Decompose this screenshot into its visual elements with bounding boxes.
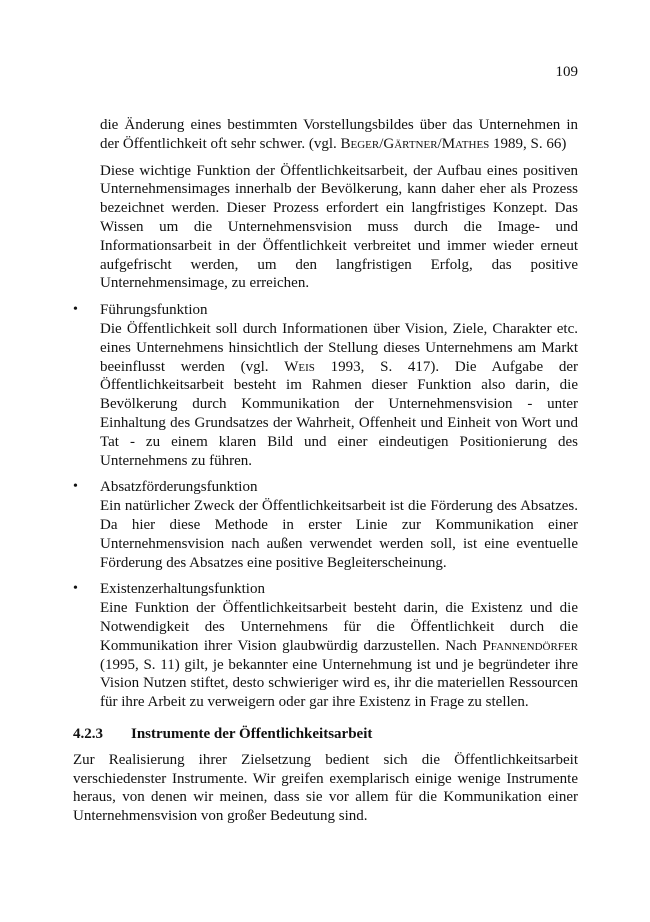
intro-paragraph-continued [100,116,578,154]
section-number: 4.2.3 [73,725,103,742]
page-content [73,116,578,826]
bullet-icon: • [73,581,78,597]
citation-author: Pfannendörfer [482,637,578,654]
bullet-text-b: (1995, S. 11) gilt, je bekannter eine Unternehmung ist und je begründeter ihre Vision Nutzen stiftet, desto schwieriger wird es, ihr die materiellen Ressourcen für ihre Arbeit zu verweigern oder gar ihre Existenz in Frage zu stellen. [100,656,578,711]
bullet-icon: • [73,302,78,318]
intro-text-a: die Änderung eines bestimmten Vorstellungsbildes über das Unternehmen in der Öffentlichkeit oft sehr schwer. (vgl. [100,117,578,152]
bullet-text [100,497,578,572]
bullet-text-b: 1993, S. 417). Die Aufgabe der Öffentlichkeitsarbeit besteht im Rahmen dieser Funktion also darin, die Bevölkerung durch Kommunikation der Unternehmensvision - unter Einhaltung des Grundsatzes der Wahrheit, Offenheit und Einheit von Wort und Tat - zu einem klaren Bild und einer eindeutigen Positionierung des Unternehmens zu führen. [100,358,578,469]
citation-author: Weis [284,358,315,375]
bullet-item-absatzfoerderungsfunktion [73,478,578,572]
section-title: Instrumente der Öffentlichkeitsarbeit [131,725,373,742]
bullet-text-a: Eine Funktion der Öffentlichkeitsarbeit besteht darin, die Existenz und die Notwendigkeit des Unternehmens für die Öffentlichkeit durch die Kommunikation ihrer Vision glaubwürdig darzustellen. Nach [100,600,578,654]
bullet-title: Führungsfunktion [100,302,208,319]
intro-paragraph: Diese wichtige Funktion der Öffentlichkeitsarbeit, der Aufbau eines positiven Unternehmensimages innerhalb der Bevölkerung, kann daher eher als Prozess bezeichnet werden. Dieser Prozess erfordert ein langfristiges Konzept. Das Wissen um die Unternehmensvision muss durch die Image- und Informationsarbeit in der Öffentlichkeit verbreitet und immer wieder erneut aufgefrischt werden, um den langfristigen Erfolg, das positive Unternehmensimage, zu erreichen. [100,162,578,292]
bullet-icon: • [73,479,78,495]
bullet-item-existenzerhaltungsfunktion [73,580,578,712]
page-number: 109 [555,64,578,80]
citation-author: Beger/Gärtner/Mathes [340,135,490,152]
bullet-title: Absatzförderungsfunktion [100,479,258,496]
bullet-text [100,599,578,712]
intro-text-b: 1989, S. 66) [489,135,567,152]
bullet-text-a: Die Öffentlichkeit soll durch Informationen über Vision, Ziele, Charakter etc. eines Unternehmens hinsichtlich der Stellung dieses Unternehmens am Markt beeinflusst werden (vgl. [100,320,578,375]
bullet-item-fuehrungsfunktion [73,301,578,470]
bullet-text-a: Ein natürlicher Zweck der Öffentlichkeitsarbeit ist die Förderung des Absatzes. Da hier diese Methode in erster Linie zur Kommunikation einer Unternehmensvision nach außen verwendet werden soll, ist eine eventuelle Förderung des Absatzes eine positive Begleiterscheinung. [100,498,578,571]
bullet-title: Existenzerhaltungsfunktion [100,581,265,598]
bullet-text [100,320,578,470]
section-heading [73,725,578,744]
section-body-paragraph: Zur Realisierung ihrer Zielsetzung bedient sich die Öffentlichkeitsarbeit verschiedenster Instrumente. Wir greifen exemplarisch einige wenige Instrumente heraus, von denen wir meinen, dass sie vor allem für die Kommunikation einer Unternehmensvision von großer Bedeutung sind. [73,751,578,825]
